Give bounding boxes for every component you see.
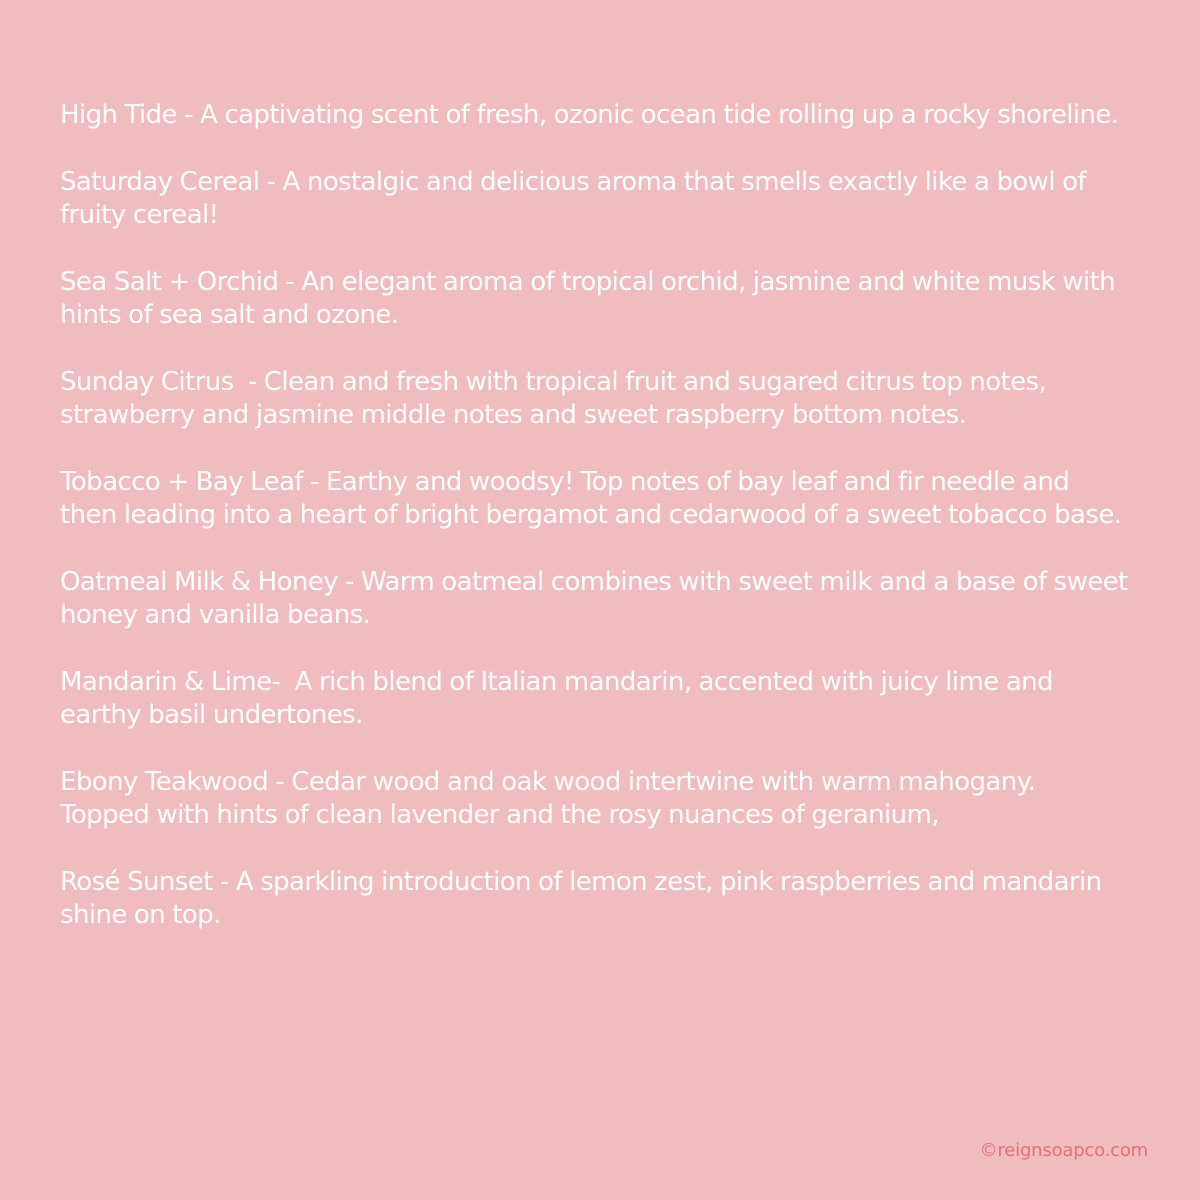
scent-item-sunday-citrus: Sunday Citrus - Clean and fresh with tropical fruit and sugared citrus top notes, strawberry and jasmine middle notes and sweet raspberry bottom notes.: [60, 366, 1054, 430]
scent-item-saturday-cereal: Saturday Cereal - A nostalgic and delicious aroma that smells exactly like a bowl of fruity cereal!: [60, 166, 1094, 230]
copyright-footer: ©reignsoapco.com: [979, 1140, 1148, 1161]
scent-item-tobacco-bay-leaf: Tobacco + Bay Leaf - Earthy and woodsy! Top notes of bay leaf and fir needle and then leading into a heart of bright bergamot and cedarwood of a sweet tobacco base.: [60, 466, 1122, 530]
scent-item-rose-sunset: Rosé Sunset - A sparkling introduction of lemon zest, pink raspberries and mandarin shine on top.: [60, 866, 1109, 930]
scent-item-ebony-teakwood: Ebony Teakwood - Cedar wood and oak wood intertwine with warm mahogany. Topped with hints of clean lavender and the rosy nuances of geranium,: [60, 766, 1043, 830]
scent-item-sea-salt-orchid: Sea Salt + Orchid - An elegant aroma of tropical orchid, jasmine and white musk with hints of sea salt and ozone.: [60, 266, 1123, 330]
scent-list: [60, 99, 1135, 966]
scent-item-oatmeal-milk-honey: Oatmeal Milk & Honey - Warm oatmeal combines with sweet milk and a base of sweet honey and vanilla beans.: [60, 566, 1135, 630]
scent-item-mandarin-lime: Mandarin & Lime- A rich blend of Italian mandarin, accented with juicy lime and earthy basil undertones.: [60, 666, 1061, 730]
scent-item-high-tide: High Tide - A captivating scent of fresh, ozonic ocean tide rolling up a rocky shoreline.: [60, 100, 1119, 130]
